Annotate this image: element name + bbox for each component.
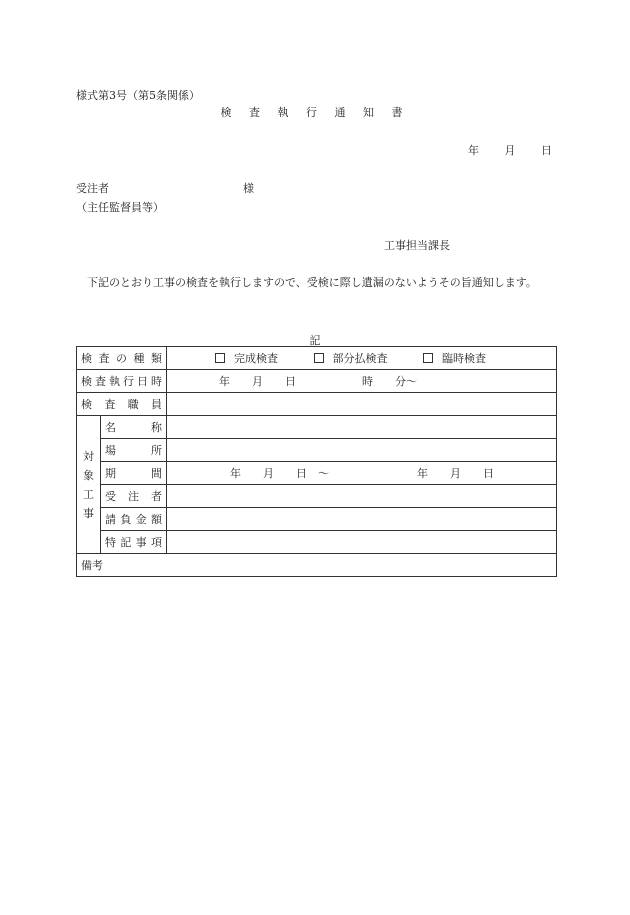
name-value[interactable] [167,416,557,439]
datetime-label: 検査執行日時 [77,370,167,393]
table-row [77,508,557,531]
period-label: 期間 [101,462,167,485]
inspection-type-options [167,347,557,370]
table-row [77,485,557,508]
special-notes-value[interactable] [167,531,557,554]
honorific-sama: 様 [243,182,254,195]
supervisor-label: （主任監督員等） [76,201,164,214]
remarks-field[interactable] [77,554,557,577]
contract-amount-value[interactable] [167,508,557,531]
inspection-type-label: 検査の種類 [77,347,167,370]
table-row [77,347,557,370]
checkbox-icon[interactable] [215,353,225,363]
ki-heading: 記 [309,334,321,347]
target-work-label [77,416,101,554]
checkbox-icon[interactable] [423,353,433,363]
work-contractor-label: 受注者 [101,485,167,508]
date-day-label: 日 [541,144,552,157]
place-value[interactable] [167,439,557,462]
table-row [77,531,557,554]
inspection-table [76,346,557,577]
option-partial[interactable]: 部分払検査 [314,352,388,365]
form-number: 様式第3号（第5条関係） [76,89,200,102]
body-text: 下記のとおり工事の検査を執行しますので、受検に際し遺漏のないようその旨通知します。 [87,276,537,289]
datetime-value[interactable]: 年 月 日 時 分～ [167,370,557,393]
table-row [77,370,557,393]
table-row [77,462,557,485]
name-label: 名称 [101,416,167,439]
date-year-label: 年 [468,144,479,157]
contract-amount-label: 請負金額 [101,508,167,531]
place-label: 場所 [101,439,167,462]
checkbox-icon[interactable] [314,353,324,363]
table-row [77,554,557,577]
period-value[interactable]: 年 月 日 ～ 年 月 日 [167,462,557,485]
table-row [77,439,557,462]
inspector-label: 検査職員 [77,393,167,416]
section-chief-label: 工事担当課長 [384,239,450,252]
document-title: 検 査 執 行 通 知 書 [220,106,410,119]
table-row [77,393,557,416]
date-month-label: 月 [504,144,516,157]
option-complete[interactable]: 完成検査 [215,352,278,365]
contractor-label: 受注者 [76,182,109,195]
table-row [77,416,557,439]
contractor-address-line [76,180,254,196]
date-line [468,142,552,158]
work-contractor-value[interactable] [167,485,557,508]
target-work-text: 対象工事 [83,449,94,520]
option-temporary[interactable]: 臨時検査 [423,352,486,365]
remarks-label: 備考 [81,559,103,572]
special-notes-label: 特記事項 [101,531,167,554]
inspector-value[interactable] [167,393,557,416]
